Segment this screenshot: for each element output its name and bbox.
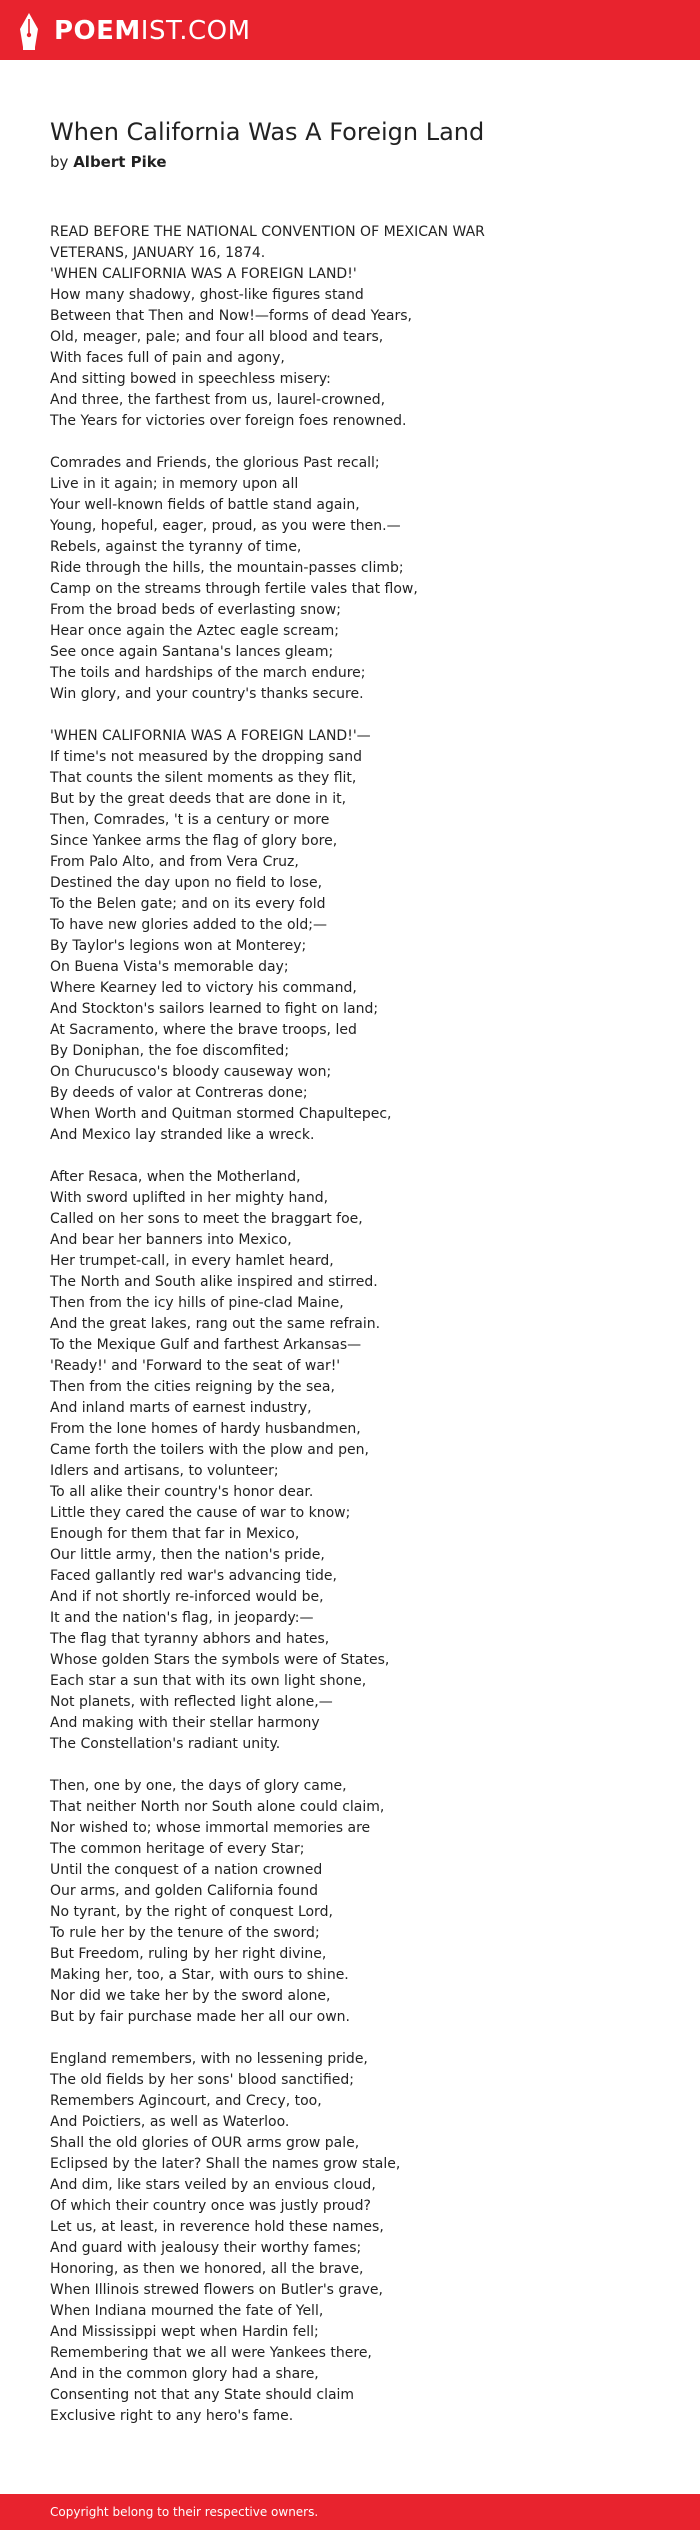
stanza xyxy=(50,453,650,705)
poem-line: Win glory, and your country's thanks secure. xyxy=(50,686,364,702)
poem-line: From the lone homes of hardy husbandmen, xyxy=(50,1421,361,1437)
poem-line: Then from the cities reigning by the sea, xyxy=(50,1379,335,1395)
logo-text-bold: POEM xyxy=(54,16,141,46)
poem-line: Young, hopeful, eager, proud, as you were then.— xyxy=(50,518,401,534)
poem-line: The old fields by her sons' blood sanctified; xyxy=(50,2072,354,2088)
poem-line: When Illinois strewed flowers on Butler's grave, xyxy=(50,2282,383,2298)
poem-line: Not planets, with reflected light alone,— xyxy=(50,1694,333,1710)
poem-line: To have new glories added to the old;— xyxy=(50,917,328,933)
site-footer xyxy=(0,2494,700,2530)
poem-line: And the great lakes, rang out the same refrain. xyxy=(50,1316,381,1332)
poem-line: And sitting bowed in speechless misery: xyxy=(50,371,331,387)
poem-line: Remembering that we all were Yankees there, xyxy=(50,2345,372,2361)
logo-text-light: IST.COM xyxy=(140,16,251,46)
poem-line: Our little army, then the nation's pride, xyxy=(50,1547,325,1563)
poem-line: And in the common glory had a share, xyxy=(50,2366,319,2382)
poem-line: On Buena Vista's memorable day; xyxy=(50,959,289,975)
poem-line: And guard with jealousy their worthy fames; xyxy=(50,2240,362,2256)
poem-line: And if not shortly re-inforced would be, xyxy=(50,1589,324,1605)
poem-body xyxy=(50,222,650,2448)
site-header xyxy=(0,0,700,60)
poem-line: Making her, too, a Star, with ours to shine. xyxy=(50,1967,349,1983)
poem-line: And three, the farthest from us, laurel-crowned, xyxy=(50,392,386,408)
poem-line: Rebels, against the tyranny of time, xyxy=(50,539,302,555)
poem-line: Then, Comrades, 't is a century or more xyxy=(50,812,330,828)
poem-line: Ride through the hills, the mountain-passes climb; xyxy=(50,560,404,576)
poem-line: England remembers, with no lessening pride, xyxy=(50,2051,368,2067)
poem-line: Camp on the streams through fertile vales that flow, xyxy=(50,581,418,597)
poem-line: Honoring, as then we honored, all the brave, xyxy=(50,2261,364,2277)
poem-line: After Resaca, when the Motherland, xyxy=(50,1169,301,1185)
poem-line: By Taylor's legions won at Monterey; xyxy=(50,938,307,954)
poem-line: Exclusive right to any hero's fame. xyxy=(50,2408,294,2424)
poem-line: Idlers and artisans, to volunteer; xyxy=(50,1463,279,1479)
poem-line: Our arms, and golden California found xyxy=(50,1883,319,1899)
poem-line: 'Ready!' and 'Forward to the seat of war!' xyxy=(50,1358,341,1374)
poem-line: VETERANS, JANUARY 16, 1874. xyxy=(50,245,266,261)
poem-line: But by the great deeds that are done in it, xyxy=(50,791,347,807)
copyright-text: Copyright belong to their respective owners. xyxy=(50,2505,319,2519)
poem-line: And Mexico lay stranded like a wreck. xyxy=(50,1127,315,1143)
poem-line: That counts the silent moments as they flit, xyxy=(50,770,357,786)
poem-line: By Doniphan, the foe discomfited; xyxy=(50,1043,290,1059)
poem-line: Whose golden Stars the symbols were of States, xyxy=(50,1652,390,1668)
byline xyxy=(50,152,650,172)
poem-line: The toils and hardships of the march endure; xyxy=(50,665,366,681)
poem-line: To the Mexique Gulf and farthest Arkansas— xyxy=(50,1337,362,1353)
stanza xyxy=(50,1776,650,2028)
poem-line: By deeds of valor at Contreras done; xyxy=(50,1085,308,1101)
poem-line: On Churucusco's bloody causeway won; xyxy=(50,1064,332,1080)
poem-line: See once again Santana's lances gleam; xyxy=(50,644,334,660)
poem-line: Nor did we take her by the sword alone, xyxy=(50,1988,331,2004)
poem-line: But by fair purchase made her all our own. xyxy=(50,2009,351,2025)
author-name[interactable]: Albert Pike xyxy=(73,153,167,171)
poem-line: Consenting not that any State should claim xyxy=(50,2387,355,2403)
stanza xyxy=(50,726,650,1146)
poem-line: And Poictiers, as well as Waterloo. xyxy=(50,2114,290,2130)
poem-line: If time's not measured by the dropping sand xyxy=(50,749,362,765)
poem-line: Let us, at least, in reverence hold these names, xyxy=(50,2219,384,2235)
poem-title: When California Was A Foreign Land xyxy=(50,118,485,146)
poem-line: The Constellation's radiant unity. xyxy=(50,1736,281,1752)
poem-line: Then from the icy hills of pine-clad Maine, xyxy=(50,1295,344,1311)
poem-line: When Worth and Quitman stormed Chapultepec, xyxy=(50,1106,392,1122)
poem-line: 'WHEN CALIFORNIA WAS A FOREIGN LAND!'— xyxy=(50,728,371,744)
poem-line: Your well-known fields of battle stand again, xyxy=(50,497,360,513)
poem-line: With sword uplifted in her mighty hand, xyxy=(50,1190,329,1206)
poem-line: Old, meager, pale; and four all blood and tears, xyxy=(50,329,384,345)
poem-line: Of which their country once was justly proud? xyxy=(50,2198,371,2214)
poem-line: When Indiana mourned the fate of Yell, xyxy=(50,2303,324,2319)
poem-line: Nor wished to; whose immortal memories are xyxy=(50,1820,371,1836)
poem-line: The flag that tyranny abhors and hates, xyxy=(50,1631,330,1647)
poem-line: And dim, like stars veiled by an envious cloud, xyxy=(50,2177,376,2193)
poem-line: Since Yankee arms the flag of glory bore, xyxy=(50,833,338,849)
poem-line: Hear once again the Aztec eagle scream; xyxy=(50,623,340,639)
poem-line: Between that Then and Now!—forms of dead Years, xyxy=(50,308,412,324)
poem-line: No tyrant, by the right of conquest Lord, xyxy=(50,1904,333,1920)
poem-line: But Freedom, ruling by her right divine, xyxy=(50,1946,327,1962)
stanza xyxy=(50,222,650,432)
poem-line: And Mississippi wept when Hardin fell; xyxy=(50,2324,319,2340)
poem-line: Remembers Agincourt, and Crecy, too, xyxy=(50,2093,322,2109)
poem-line: Faced gallantly red war's advancing tide, xyxy=(50,1568,337,1584)
poem-line: From the broad beds of everlasting snow; xyxy=(50,602,341,618)
poem-line: Called on her sons to meet the braggart foe, xyxy=(50,1211,363,1227)
poem-line: Little they cared the cause of war to know; xyxy=(50,1505,351,1521)
poem-line: And making with their stellar harmony xyxy=(50,1715,320,1731)
poem-line: And bear her banners into Mexico, xyxy=(50,1232,292,1248)
poem-line: Then, one by one, the days of glory came, xyxy=(50,1778,347,1794)
poem-header xyxy=(50,116,650,172)
poem-line: At Sacramento, where the brave troops, led xyxy=(50,1022,357,1038)
poem-line: Each star a sun that with its own light shone, xyxy=(50,1673,367,1689)
poem-line: The common heritage of every Star; xyxy=(50,1841,305,1857)
site-logo[interactable] xyxy=(18,11,251,51)
poem-line: From Palo Alto, and from Vera Cruz, xyxy=(50,854,299,870)
poem-line: And Stockton's sailors learned to fight on land; xyxy=(50,1001,379,1017)
poem-line: Eclipsed by the later? Shall the names grow stale, xyxy=(50,2156,401,2172)
poem-line: And inland marts of earnest industry, xyxy=(50,1400,312,1416)
poem-line: It and the nation's flag, in jeopardy:— xyxy=(50,1610,314,1626)
stanza xyxy=(50,2049,650,2427)
poem-line: To the Belen gate; and on its every fold xyxy=(50,896,326,912)
poem-line: Where Kearney led to victory his command, xyxy=(50,980,357,996)
poem-line: 'WHEN CALIFORNIA WAS A FOREIGN LAND!' xyxy=(50,266,357,282)
logo-wordmark xyxy=(54,13,251,49)
poem-line: Came forth the toilers with the plow and pen, xyxy=(50,1442,369,1458)
poem-line: Shall the old glories of OUR arms grow pale, xyxy=(50,2135,360,2151)
poem-line: The North and South alike inspired and stirred. xyxy=(50,1274,378,1290)
by-label: by xyxy=(50,153,69,171)
poem-line: To all alike their country's honor dear. xyxy=(50,1484,314,1500)
stanza xyxy=(50,1167,650,1755)
poem-line: That neither North nor South alone could claim, xyxy=(50,1799,385,1815)
poem-line: Enough for them that far in Mexico, xyxy=(50,1526,300,1542)
poem-line: Comrades and Friends, the glorious Past recall; xyxy=(50,455,380,471)
pen-nib-icon xyxy=(18,11,40,51)
poem-line: With faces full of pain and agony, xyxy=(50,350,285,366)
poem-line: Live in it again; in memory upon all xyxy=(50,476,299,492)
poem-line: READ BEFORE THE NATIONAL CONVENTION OF MEXICAN WAR xyxy=(50,224,485,240)
poem-line: Her trumpet-call, in every hamlet heard, xyxy=(50,1253,334,1269)
poem-line: Until the conquest of a nation crowned xyxy=(50,1862,323,1878)
poem-line: How many shadowy, ghost-like figures stand xyxy=(50,287,364,303)
poem-line: Destined the day upon no field to lose, xyxy=(50,875,323,891)
poem-line: The Years for victories over foreign foes renowned. xyxy=(50,413,407,429)
poem-line: To rule her by the tenure of the sword; xyxy=(50,1925,320,1941)
